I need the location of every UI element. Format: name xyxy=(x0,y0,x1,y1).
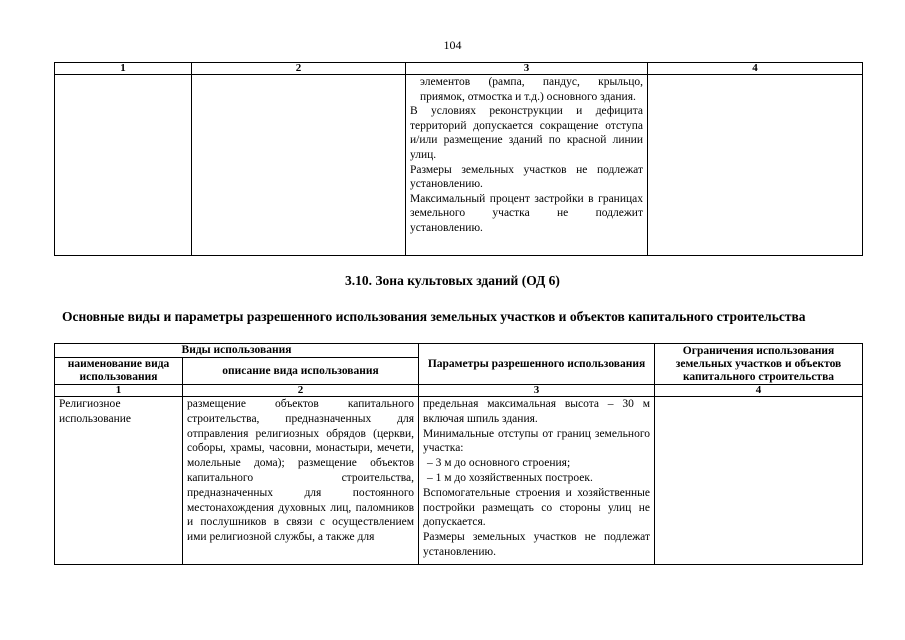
paragraph: Вспомогательные строения и хозяйственные постройки размещать со стороны улиц не допускается. xyxy=(423,486,651,529)
paragraph: Размеры земельных участков не подлежат установлению. xyxy=(423,531,651,558)
paragraph: Минимальные отступы от границ земельного участка: xyxy=(423,427,651,455)
table-cell xyxy=(192,75,406,256)
paragraph: предельная максимальная высота – 30 м включая шпиль здания. xyxy=(423,398,651,425)
column-number: 3 xyxy=(419,385,655,397)
table-cell xyxy=(55,75,192,256)
table-row xyxy=(55,397,863,565)
header-restrictions: Ограничения использования земельных участков и объектов капитального строительства xyxy=(655,344,863,385)
page-number: 104 xyxy=(443,38,462,52)
column-number: 4 xyxy=(655,385,863,397)
column-number-row xyxy=(55,385,863,397)
column-number: 4 xyxy=(648,63,863,75)
header-types-of-use: Виды использования xyxy=(55,344,419,358)
restrictions-cell xyxy=(655,397,863,565)
paragraph: Максимальный процент застройки в границах земельного участка не подлежит установлению. xyxy=(410,192,643,234)
column-number: 1 xyxy=(55,63,192,75)
table-row xyxy=(55,75,863,256)
use-name-cell: Религиозное использование xyxy=(55,397,183,565)
dash-list-item: – 3 м до основного строения; xyxy=(427,457,571,470)
column-number: 1 xyxy=(55,385,183,397)
continuation-table xyxy=(54,62,863,256)
column-number-row xyxy=(55,63,863,75)
paragraph: Размеры земельных участков не подлежат установлению. xyxy=(410,163,643,191)
use-description-cell: размещение объектов капитального строительства, предназначенных для отправления религиозных обрядов (церкви, соборы, храмы, часовни, монастыри, мечети, молельные дома); размещение объектов капитального строительства, предназначенных для постоянного местонахождения духовных лиц, паломников и послушников в связи с осуществлением ими религиозной службы, а также для xyxy=(183,397,419,565)
column-number: 2 xyxy=(183,385,419,397)
paragraph: элементов (рампа, пандус, крыльцо, приямок, отмостка и т.д.) основного здания. xyxy=(420,76,643,103)
main-table xyxy=(54,343,863,565)
table-cell xyxy=(648,75,863,256)
zone-title: 3.10. Зона культовых зданий (ОД 6) xyxy=(345,273,560,288)
column-number: 2 xyxy=(192,63,406,75)
column-number: 3 xyxy=(406,63,648,75)
header-parameters: Параметры разрешенного использования xyxy=(419,344,655,385)
dash-list-item: – 1 м до хозяйственных построек. xyxy=(427,471,593,484)
section-heading: Основные виды и параметры разрешенного использования земельных участков и объектов капитального строительства xyxy=(62,309,806,324)
paragraph: В условиях реконструкции и дефицита территорий допускается сокращение отступа и/или размещение зданий по красной линии улиц. xyxy=(410,105,643,161)
header-use-description: описание вида использования xyxy=(183,358,419,385)
parameters-cell xyxy=(419,397,655,565)
header-use-name: наименование вида использования xyxy=(55,358,183,385)
parameters-cell xyxy=(406,75,648,256)
